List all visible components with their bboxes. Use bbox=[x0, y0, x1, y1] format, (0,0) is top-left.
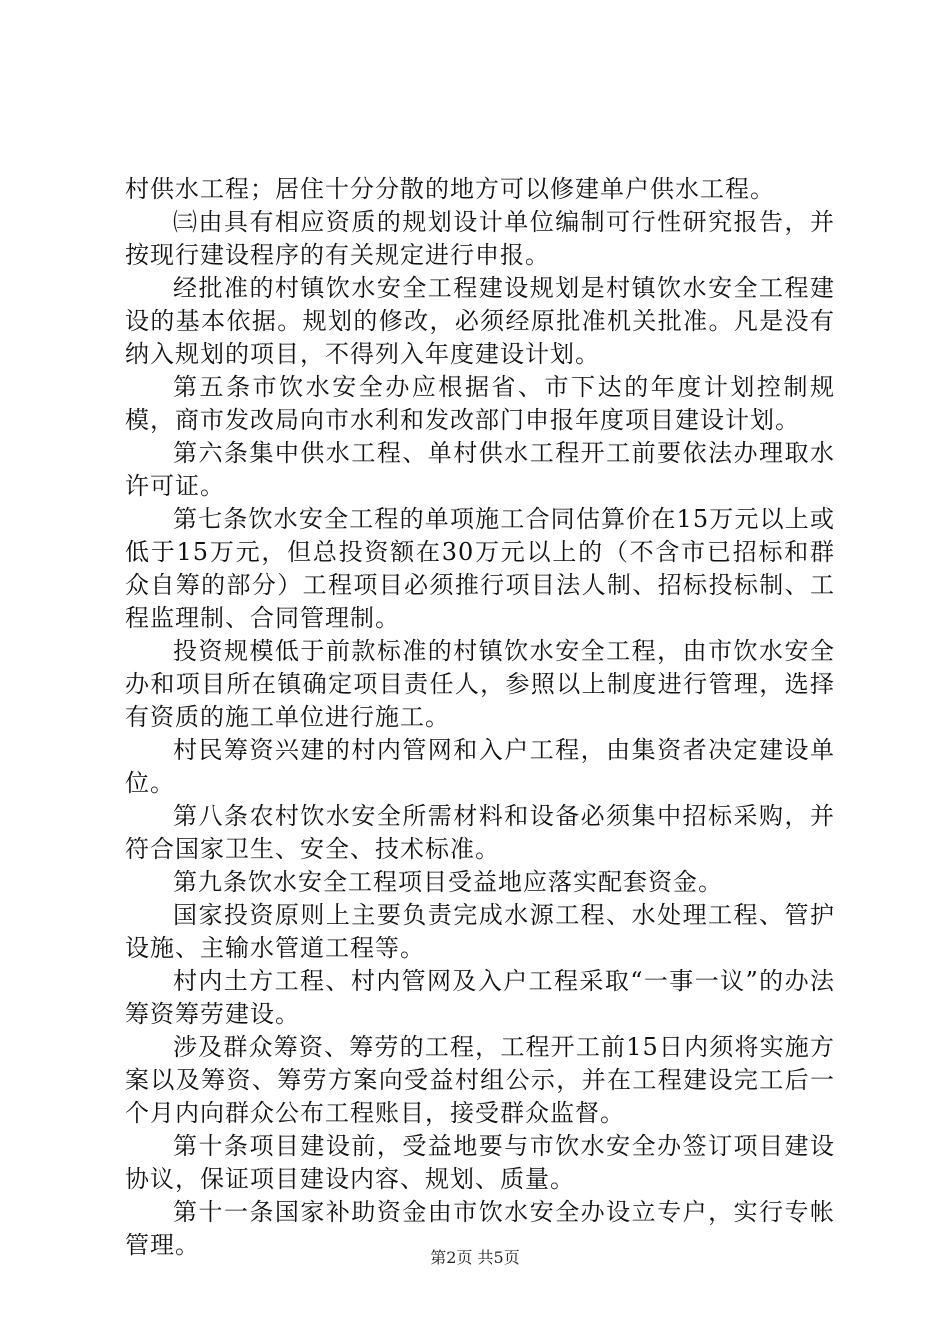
paragraph: 第九条饮水安全工程项目受益地应落实配套资金。 bbox=[173, 868, 723, 896]
paragraph: 第五条市饮水安全办应根据省、市下达的年度计划控制规模，商市发改局向市水利和发改部门申报年度项目建设计划。 bbox=[125, 373, 835, 434]
document-body bbox=[125, 173, 835, 1262]
paragraph: 第八条农村饮水安全所需材料和设备必须集中招标采购，并符合国家卫生、安全、技术标准。 bbox=[125, 802, 835, 863]
paragraph: 投资规模低于前款标准的村镇饮水安全工程，由市饮水安全办和项目所在镇确定项目责任人，参照以上制度进行管理，选择有资质的施工单位进行施工。 bbox=[125, 637, 835, 731]
paragraph: 经批准的村镇饮水安全工程建设规划是村镇饮水安全工程建设的基本依据。规划的修改，必须经原批准机关批准。凡是没有纳入规划的项目，不得列入年度建设计划。 bbox=[125, 274, 835, 368]
paragraph: 村供水工程；居住十分分散的地方可以修建单户供水工程。 bbox=[125, 175, 775, 203]
page-number-footer: 第2页 共5页 bbox=[430, 1248, 520, 1267]
paragraph: 涉及群众筹资、筹劳的工程，工程开工前15日内须将实施方案以及筹资、筹劳方案向受益村组公示，并在工程建设完工后一个月内向群众公布工程账目，接受群众监督。 bbox=[125, 1033, 835, 1127]
paragraph: 第十条项目建设前，受益地要与市饮水安全办签订项目建设协议，保证项目建设内容、规划、质量。 bbox=[125, 1132, 835, 1193]
paragraph: 国家投资原则上主要负责完成水源工程、水处理工程、管护设施、主输水管道工程等。 bbox=[125, 901, 835, 962]
paragraph: 村民筹资兴建的村内管网和入户工程，由集资者决定建设单位。 bbox=[125, 736, 835, 797]
paragraph: 第十一条国家补助资金由市饮水安全办设立专户，实行专帐管理。 bbox=[125, 1198, 835, 1259]
paragraph: ㈢由具有相应资质的规划设计单位编制可行性研究报告，并按现行建设程序的有关规定进行申报。 bbox=[125, 208, 835, 269]
paragraph: 第七条饮水安全工程的单项施工合同估算价在15万元以上或低于15万元，但总投资额在30万元以上的（不含市已招标和群众自筹的部分）工程项目必须推行项目法人制、招标投标制、工程监理制、合同管理制。 bbox=[125, 505, 835, 632]
paragraph: 村内土方工程、村内管网及入户工程采取“一事一议”的办法筹资筹劳建设。 bbox=[125, 967, 835, 1028]
paragraph: 第六条集中供水工程、单村供水工程开工前要依法办理取水许可证。 bbox=[125, 439, 835, 500]
